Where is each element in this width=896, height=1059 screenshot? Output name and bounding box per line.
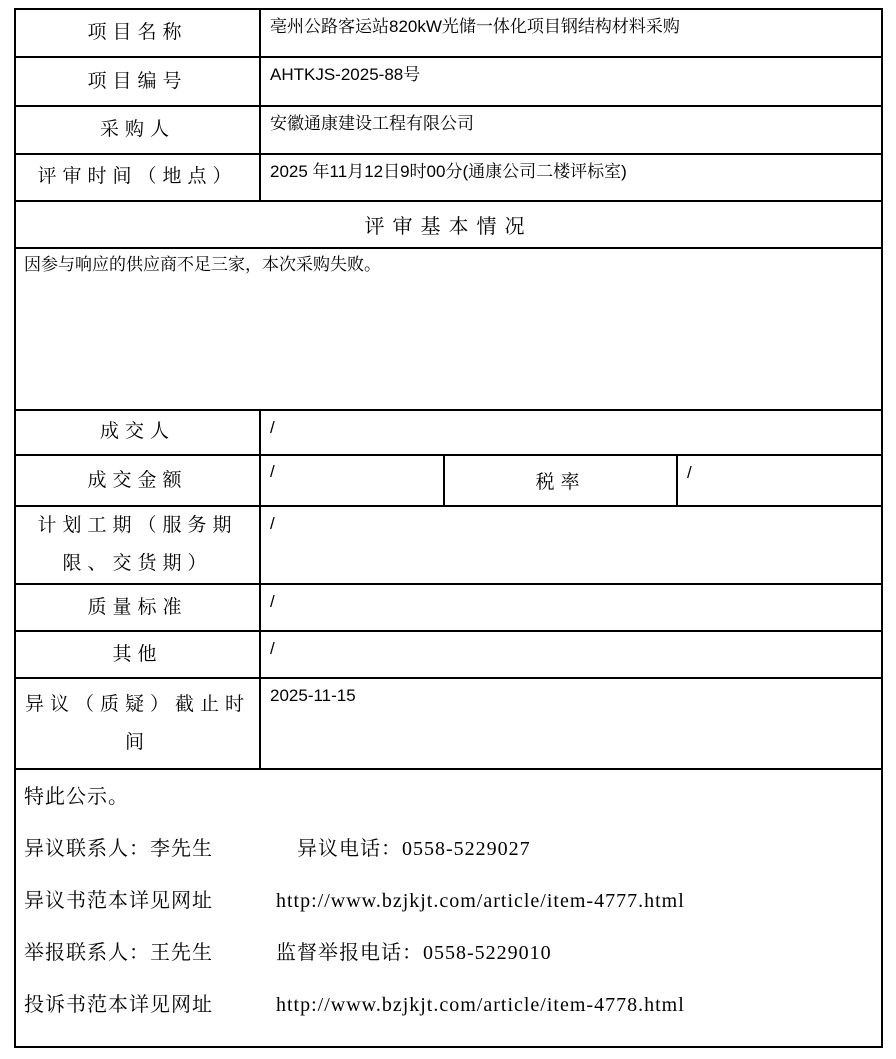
purchaser-label: 采购人 xyxy=(16,107,261,153)
duration-value: / xyxy=(270,514,275,534)
table-row-other xyxy=(16,632,881,679)
project-number-value: AHTKJS-2025-88号 xyxy=(270,65,421,85)
quality-value: / xyxy=(270,592,275,612)
winner-label: 成交人 xyxy=(16,411,261,454)
review-time-label: 评审时间（地点） xyxy=(16,155,261,199)
section-header: 评审基本情况 xyxy=(364,215,533,238)
quality-label: 质量标准 xyxy=(16,585,261,629)
duration-label: 计划工期（服务期限、交货期） xyxy=(16,507,261,583)
other-label: 其他 xyxy=(16,632,261,677)
other-value: / xyxy=(270,638,275,658)
table-row-project-name xyxy=(16,10,881,58)
table-row-purchaser xyxy=(16,107,881,155)
table-row-quality xyxy=(16,585,881,631)
complaint-url-line: 投诉书范本详见网址 http://www.bzjkjt.com/article/item-4778.html xyxy=(24,994,685,1017)
table-row-duration xyxy=(16,507,881,585)
objection-contact-line: 异议联系人：李先生 异议电话：0558-5229027 xyxy=(24,838,531,861)
review-result-text: 因参与响应的供应商不足三家，本次采购失败。 xyxy=(24,254,381,274)
review-time-value: 2025 年11月12日9时00分(通康公司二楼评标室) xyxy=(270,162,627,182)
amount-value: / xyxy=(261,456,445,505)
table-row-amount-tax xyxy=(16,456,881,507)
table-row-winner xyxy=(16,411,881,456)
table-row-footer xyxy=(16,770,881,1046)
tax-rate-label: 税率 xyxy=(445,456,678,505)
project-name-label: 项目名称 xyxy=(16,10,261,56)
table-row-section-body xyxy=(16,249,881,411)
winner-value: / xyxy=(270,417,275,437)
procurement-result-table xyxy=(14,8,883,1048)
purchaser-value: 安徽通康建设工程有限公司 xyxy=(270,113,474,133)
table-row-section-header xyxy=(16,202,881,249)
table-row-project-number xyxy=(16,58,881,106)
table-row-review-time xyxy=(16,155,881,201)
footer-notes xyxy=(16,770,881,1046)
tax-rate-value: / xyxy=(687,463,692,483)
notice-text: 特此公示。 xyxy=(24,786,129,809)
objection-deadline-value: 2025-11-15 xyxy=(270,686,356,706)
table-row-objection-deadline xyxy=(16,679,881,770)
report-contact-line: 举报联系人：王先生 监督举报电话：0558-5229010 xyxy=(24,942,552,965)
objection-deadline-label: 异议（质疑）截止时间 xyxy=(16,679,261,768)
project-number-label: 项目编号 xyxy=(16,58,261,104)
objection-url-line: 异议书范本详见网址 http://www.bzjkjt.com/article/item-4777.html xyxy=(24,890,685,913)
amount-label: 成交金额 xyxy=(16,456,261,505)
project-name-value: 亳州公路客运站820kW光储一体化项目钢结构材料采购 xyxy=(270,17,680,36)
